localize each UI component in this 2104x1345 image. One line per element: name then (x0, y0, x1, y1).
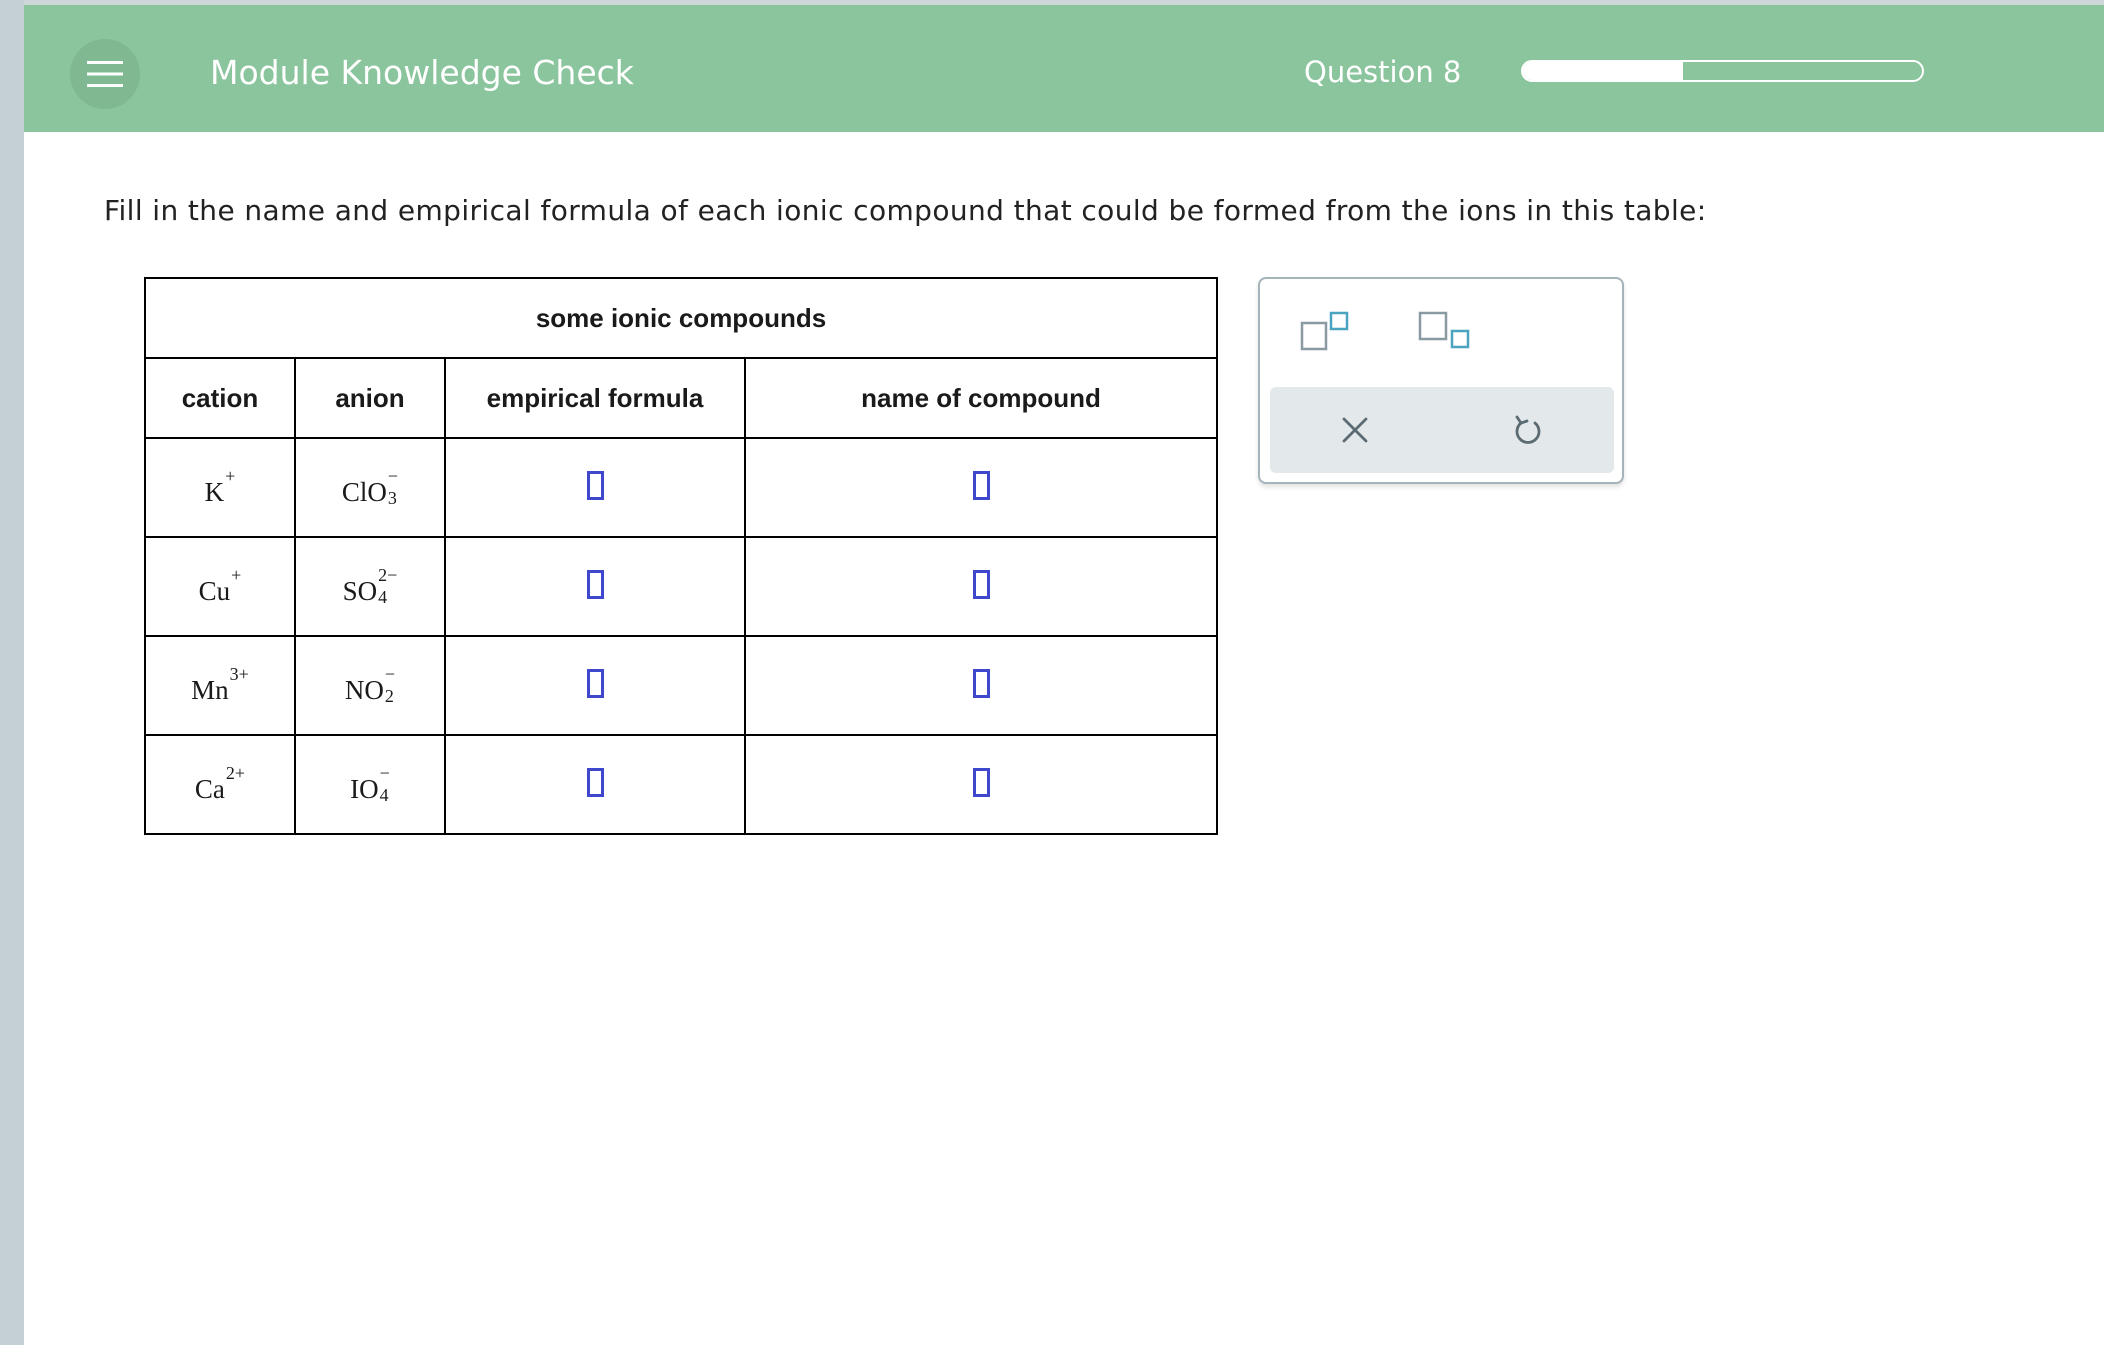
clear-icon (1340, 415, 1370, 445)
cation-cell (145, 438, 295, 537)
cation-charge: 3+ (229, 664, 249, 684)
question-instruction: Fill in the name and empirical formula of each ionic compound that could be formed from the ions in this table: (104, 194, 1707, 227)
formula-answer-box[interactable] (587, 768, 604, 797)
column-header-empirical-formula: empirical formula (445, 358, 745, 438)
name-answer-box[interactable] (973, 570, 990, 599)
anion-subscript: 4 (378, 587, 388, 607)
superscript-icon (1300, 311, 1350, 353)
cation-symbol: Cu (198, 576, 231, 606)
subscript-button[interactable] (1418, 311, 1472, 357)
anion-scripts (385, 665, 395, 705)
anion-scripts (380, 764, 390, 804)
formula-answer-box[interactable] (587, 471, 604, 500)
cation-charge: + (231, 565, 242, 585)
anion-ion (343, 566, 398, 606)
cation-scripts (230, 665, 249, 687)
name-answer-box[interactable] (973, 471, 990, 500)
menu-icon (87, 60, 123, 88)
anion-subscript: 4 (379, 785, 389, 805)
cation-ion (199, 566, 242, 605)
anion-cell (295, 438, 445, 537)
undo-icon (1512, 413, 1544, 447)
anion-symbol: SO (342, 576, 378, 606)
cation-charge: 2+ (225, 763, 246, 783)
formula-cell (445, 636, 745, 735)
cation-cell (145, 735, 295, 834)
anion-charge: − (387, 466, 399, 486)
column-header-cation: cation (145, 358, 295, 438)
superscript-button[interactable] (1300, 311, 1350, 357)
anion-symbol: NO (344, 675, 384, 705)
name-answer-box[interactable] (973, 669, 990, 698)
header-bar (24, 5, 2104, 132)
cation-scripts (231, 566, 241, 588)
cation-cell (145, 636, 295, 735)
cation-symbol: Ca (194, 774, 225, 804)
name-cell (745, 537, 1217, 636)
cation-ion (195, 764, 245, 803)
cation-scripts (226, 764, 245, 786)
column-header-name-of-compound: name of compound (745, 358, 1217, 438)
menu-button[interactable] (70, 39, 140, 109)
progress-fill (1523, 62, 1683, 80)
cation-symbol: K (204, 477, 225, 507)
question-label: Question 8 (1304, 55, 1462, 89)
anion-ion (345, 665, 395, 705)
anion-scripts (388, 467, 398, 507)
anion-cell (295, 636, 445, 735)
name-cell (745, 438, 1217, 537)
clear-button[interactable] (1340, 415, 1370, 445)
table-row (145, 438, 1217, 537)
anion-subscript: 3 (387, 488, 397, 508)
progress-bar (1521, 60, 1924, 82)
table-row (145, 636, 1217, 735)
anion-charge: − (384, 664, 396, 684)
formula-answer-box[interactable] (587, 570, 604, 599)
answer-tools-panel (1258, 277, 1624, 484)
cation-charge: + (225, 466, 236, 486)
anion-charge: 2− (378, 565, 398, 585)
tool-action-bar (1270, 387, 1614, 473)
undo-button[interactable] (1512, 413, 1544, 447)
anion-subscript: 2 (384, 686, 394, 706)
table-row (145, 537, 1217, 636)
anion-symbol: IO (350, 774, 379, 804)
formula-cell (445, 537, 745, 636)
formula-cell (445, 735, 745, 834)
cation-ion (191, 665, 249, 704)
anion-charge: − (379, 763, 390, 783)
formula-cell (445, 438, 745, 537)
column-header-anion: anion (295, 358, 445, 438)
anion-symbol: ClO (341, 477, 387, 507)
cation-scripts (225, 467, 235, 489)
cation-symbol: Mn (191, 675, 229, 705)
name-cell (745, 636, 1217, 735)
ion-table (144, 277, 1218, 835)
formula-answer-box[interactable] (587, 669, 604, 698)
name-answer-box[interactable] (973, 768, 990, 797)
left-rail (0, 0, 24, 1345)
table-caption: some ionic compounds (145, 278, 1217, 358)
cation-cell (145, 537, 295, 636)
anion-ion (342, 467, 398, 507)
anion-ion (350, 764, 390, 804)
module-title: Module Knowledge Check (210, 53, 634, 92)
anion-cell (295, 537, 445, 636)
anion-scripts (378, 566, 397, 606)
cation-ion (205, 467, 236, 506)
subscript-icon (1418, 311, 1472, 353)
name-cell (745, 735, 1217, 834)
anion-cell (295, 735, 445, 834)
table-row (145, 735, 1217, 834)
